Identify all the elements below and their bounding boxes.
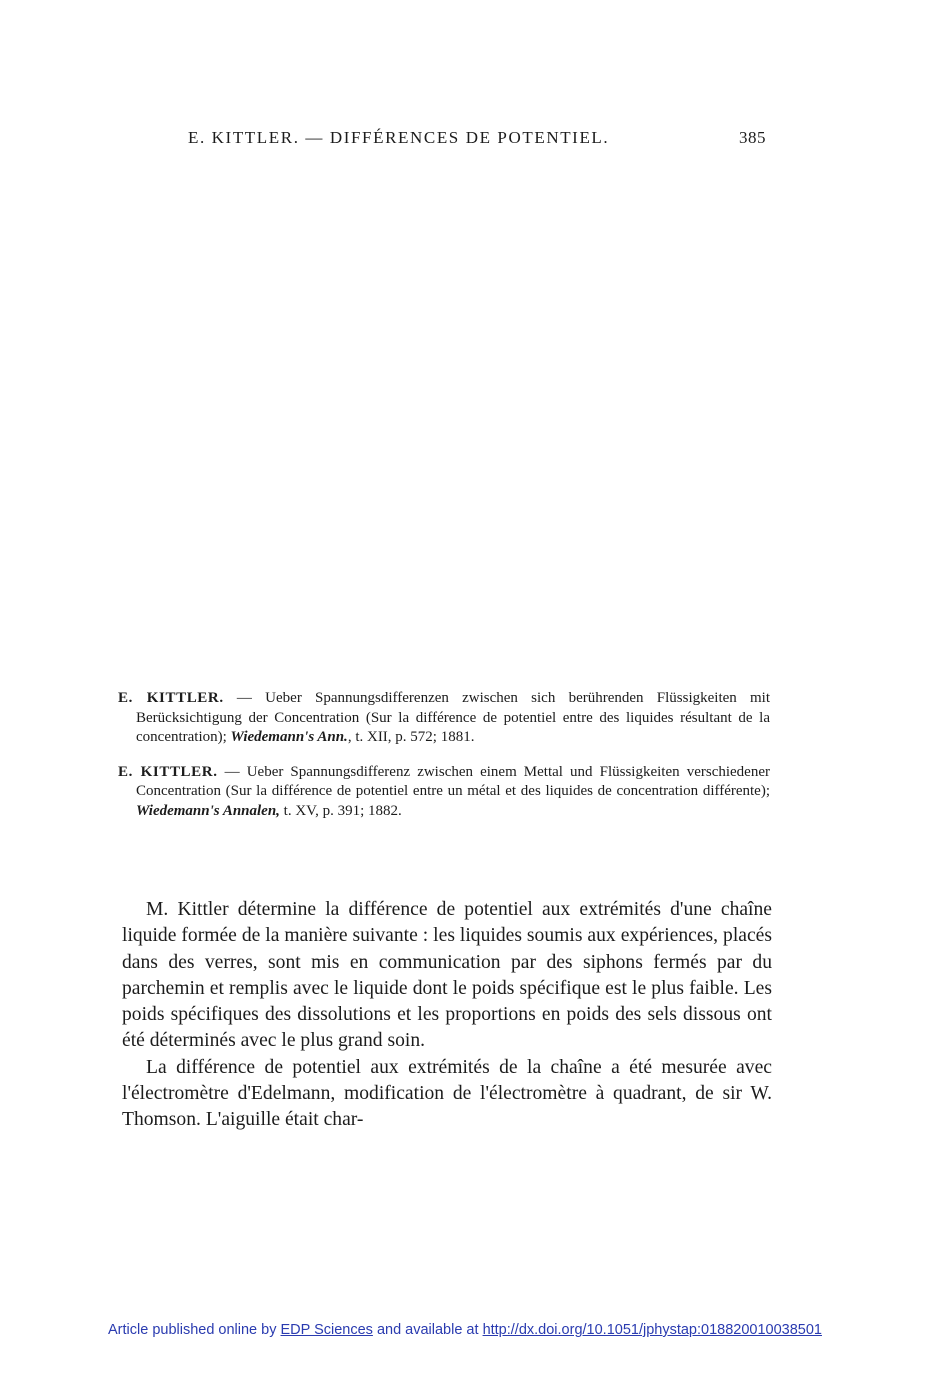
page-number: 385 bbox=[739, 128, 766, 147]
reference-tail: t. XV, p. 391; 1882. bbox=[279, 802, 402, 819]
references-list bbox=[118, 689, 770, 836]
body-paragraph: La différence de potentiel aux extrémités de la chaîne a été mesurée avec l'électromètre d'Edelmann, modification de l'électromètre à quadrant, de sir W. Thomson. L'aiguille était char- bbox=[122, 1056, 772, 1131]
publication-footer bbox=[0, 1322, 930, 1338]
reference-journal: Wiedemann's Ann. bbox=[230, 729, 348, 745]
reference-item bbox=[118, 689, 770, 748]
reference-text: — Ueber Spannungsdifferenzen zwischen sich berührenden Flüssigkeiten mit Berücksichtigung der Concentration (Sur la différence de potentiel entre des liquides résultant de la concentration); bbox=[136, 690, 770, 745]
body-paragraph: M. Kittler détermine la différence de potentiel aux extrémités d'une chaîne liquide formée de la manière suivante : les liquides soumis aux expériences, placés dans des verres, sont mis en communication par des siphons fermés par du parchemin et remplis avec le liquide dont le poids spécifique est le plus faible. Les poids spécifiques des dissolutions et les proportions en poids des sels dissous ont été déterminés avec le plus grand soin. bbox=[122, 899, 772, 1052]
publisher-link[interactable]: EDP Sciences bbox=[280, 1322, 373, 1338]
reference-author: E. KITTLER. bbox=[118, 763, 218, 780]
running-head bbox=[188, 128, 766, 152]
footer-prefix: Article published online by bbox=[108, 1322, 281, 1338]
reference-text: — Ueber Spannungsdifferenz zwischen einem Mettal und Flüssigkeiten verschiedener Concentration (Sur la différence de potentiel entre un métal et des liquides de concentration différente); bbox=[136, 763, 770, 799]
reference-journal: Wiedemann's Annalen, bbox=[136, 802, 280, 819]
reference-tail: , t. XII, p. 572; 1881. bbox=[347, 729, 475, 745]
reference-item bbox=[118, 763, 770, 822]
footer-middle: and available at bbox=[372, 1322, 483, 1338]
running-title: E. KITTLER. — DIFFÉRENCES DE POTENTIEL. bbox=[188, 128, 610, 147]
doi-link[interactable]: http://dx.doi.org/10.1051/jphystap:018820010038501 bbox=[482, 1322, 822, 1338]
body-text bbox=[122, 897, 772, 1134]
reference-author: E. KITTLER. bbox=[118, 690, 224, 706]
